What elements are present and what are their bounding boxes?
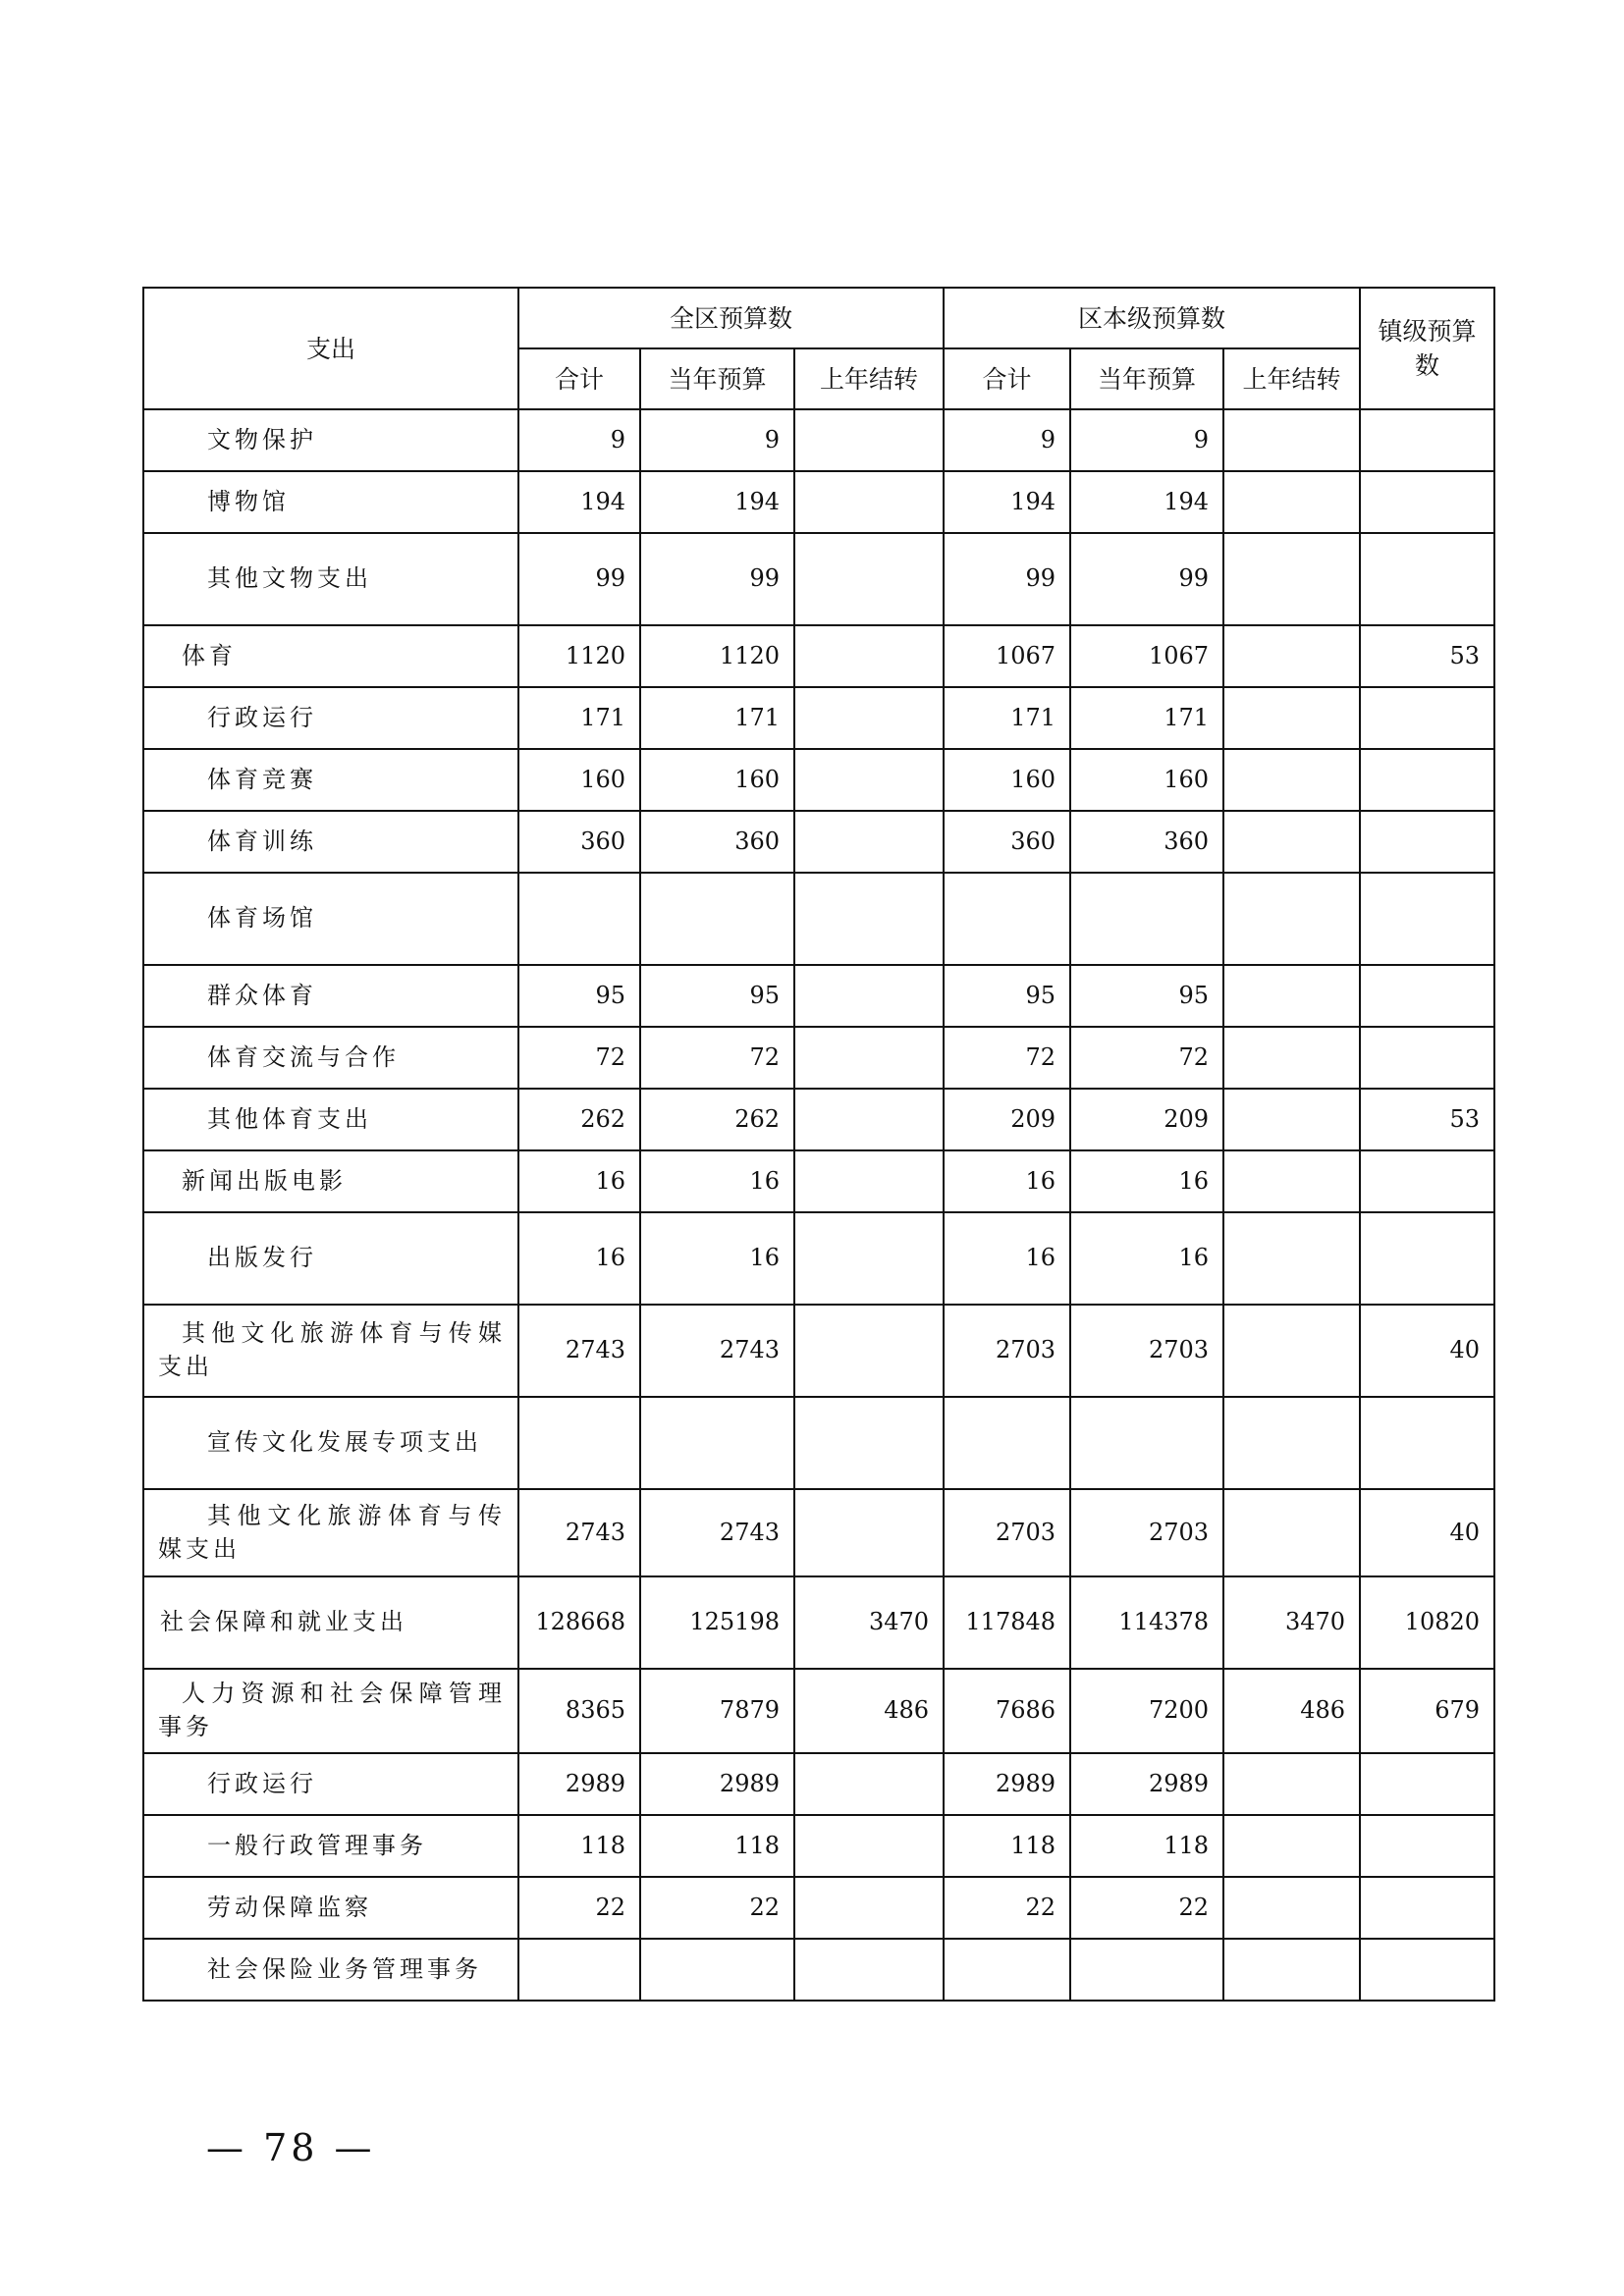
cell-district-carry: 3470 (1223, 1576, 1360, 1669)
cell-town: 679 (1360, 1669, 1494, 1753)
cell-town (1360, 965, 1494, 1027)
cell-district-carry (1223, 471, 1360, 533)
cell-all-carry (794, 687, 944, 749)
cell-town (1360, 1753, 1494, 1815)
cell-all-total (518, 1397, 640, 1489)
cell-town: 10820 (1360, 1576, 1494, 1669)
table-row (143, 625, 1494, 687)
cell-district-total: 2703 (944, 1305, 1070, 1397)
cell-district-carry (1223, 533, 1360, 625)
cell-all-carry (794, 1212, 944, 1305)
cell-all-carry: 3470 (794, 1576, 944, 1669)
subheader-all-current: 当年预算 (640, 348, 794, 409)
cell-all-total (518, 1939, 640, 2001)
cell-all-carry (794, 1939, 944, 2001)
cell-district-current: 194 (1070, 471, 1223, 533)
cell-district-current: 1067 (1070, 625, 1223, 687)
cell-district-total: 95 (944, 965, 1070, 1027)
cell-district-current: 9 (1070, 409, 1223, 471)
header-row-groups (143, 288, 1494, 348)
cell-all-total: 9 (518, 409, 640, 471)
table-row (143, 749, 1494, 811)
cell-district-total: 72 (944, 1027, 1070, 1089)
cell-district-carry (1223, 1815, 1360, 1877)
cell-all-current (640, 873, 794, 965)
table-row (143, 1027, 1494, 1089)
cell-district-carry (1223, 1089, 1360, 1150)
row-label: 博物馆 (143, 471, 518, 533)
cell-all-current (640, 1939, 794, 2001)
cell-town (1360, 1939, 1494, 2001)
cell-all-total: 128668 (518, 1576, 640, 1669)
cell-district-current: 7200 (1070, 1669, 1223, 1753)
cell-district-current: 16 (1070, 1150, 1223, 1212)
table-row (143, 965, 1494, 1027)
cell-town (1360, 1027, 1494, 1089)
cell-district-carry (1223, 873, 1360, 965)
cell-all-current: 360 (640, 811, 794, 873)
cell-district-carry (1223, 1753, 1360, 1815)
cell-district-carry (1223, 1150, 1360, 1212)
cell-district-current: 95 (1070, 965, 1223, 1027)
cell-all-total: 16 (518, 1150, 640, 1212)
cell-district-carry: 486 (1223, 1669, 1360, 1753)
cell-town (1360, 533, 1494, 625)
cell-district-carry (1223, 749, 1360, 811)
cell-town (1360, 687, 1494, 749)
row-label: 行政运行 (143, 687, 518, 749)
cell-all-total: 194 (518, 471, 640, 533)
cell-all-current: 2989 (640, 1753, 794, 1815)
cell-district-current (1070, 1939, 1223, 2001)
cell-district-current: 99 (1070, 533, 1223, 625)
cell-district-current: 118 (1070, 1815, 1223, 1877)
cell-district-total: 1067 (944, 625, 1070, 687)
cell-all-total: 2743 (518, 1489, 640, 1576)
cell-all-total: 72 (518, 1027, 640, 1089)
cell-all-current: 125198 (640, 1576, 794, 1669)
row-label: 人力资源和社会保障管理事务 (143, 1669, 518, 1753)
row-label: 体育竞赛 (143, 749, 518, 811)
table-row (143, 1753, 1494, 1815)
cell-all-total: 118 (518, 1815, 640, 1877)
column-group-district-level: 区本级预算数 (944, 288, 1360, 348)
cell-district-total (944, 873, 1070, 965)
cell-all-carry (794, 1489, 944, 1576)
cell-all-current (640, 1397, 794, 1489)
cell-town (1360, 873, 1494, 965)
row-label: 群众体育 (143, 965, 518, 1027)
cell-all-carry (794, 749, 944, 811)
cell-all-current: 99 (640, 533, 794, 625)
cell-district-total: 171 (944, 687, 1070, 749)
cell-all-total: 2743 (518, 1305, 640, 1397)
cell-town: 40 (1360, 1305, 1494, 1397)
subheader-district-total: 合计 (944, 348, 1070, 409)
cell-all-current: 72 (640, 1027, 794, 1089)
row-label: 社会保险业务管理事务 (143, 1939, 518, 2001)
cell-district-total: 7686 (944, 1669, 1070, 1753)
cell-all-total: 99 (518, 533, 640, 625)
cell-all-current: 95 (640, 965, 794, 1027)
cell-all-current: 22 (640, 1877, 794, 1939)
cell-all-total: 22 (518, 1877, 640, 1939)
cell-all-current: 7879 (640, 1669, 794, 1753)
cell-all-carry (794, 1815, 944, 1877)
cell-district-total: 118 (944, 1815, 1070, 1877)
table-row (143, 1089, 1494, 1150)
cell-all-carry (794, 625, 944, 687)
cell-all-carry (794, 1877, 944, 1939)
cell-district-carry (1223, 1489, 1360, 1576)
cell-all-current: 16 (640, 1150, 794, 1212)
cell-district-carry (1223, 1027, 1360, 1089)
table-row (143, 1877, 1494, 1939)
cell-town (1360, 811, 1494, 873)
cell-town (1360, 1877, 1494, 1939)
row-label: 体育交流与合作 (143, 1027, 518, 1089)
subheader-all-carry: 上年结转 (794, 348, 944, 409)
cell-district-carry (1223, 811, 1360, 873)
row-label: 其他体育支出 (143, 1089, 518, 1150)
cell-district-total: 360 (944, 811, 1070, 873)
cell-all-total: 16 (518, 1212, 640, 1305)
row-label: 出版发行 (143, 1212, 518, 1305)
row-label: 其他文化旅游体育与传媒支出 (143, 1489, 518, 1576)
cell-all-carry (794, 1305, 944, 1397)
row-label: 体育训练 (143, 811, 518, 873)
cell-all-total: 160 (518, 749, 640, 811)
cell-town (1360, 1397, 1494, 1489)
row-label: 宣传文化发展专项支出 (143, 1397, 518, 1489)
cell-all-carry (794, 1150, 944, 1212)
budget-table (142, 287, 1495, 2002)
cell-all-total: 1120 (518, 625, 640, 687)
cell-town (1360, 409, 1494, 471)
cell-town (1360, 1815, 1494, 1877)
row-label: 新闻出版电影 (143, 1150, 518, 1212)
column-header-expense: 支出 (143, 288, 518, 409)
cell-town: 53 (1360, 625, 1494, 687)
cell-district-total (944, 1939, 1070, 2001)
table-row (143, 1212, 1494, 1305)
cell-all-carry (794, 1397, 944, 1489)
cell-all-carry: 486 (794, 1669, 944, 1753)
cell-all-total: 360 (518, 811, 640, 873)
table-row (143, 1576, 1494, 1669)
row-label: 文物保护 (143, 409, 518, 471)
cell-district-total: 194 (944, 471, 1070, 533)
cell-all-total: 2989 (518, 1753, 640, 1815)
table-row (143, 533, 1494, 625)
cell-district-total (944, 1397, 1070, 1489)
cell-district-total: 16 (944, 1150, 1070, 1212)
cell-all-current: 160 (640, 749, 794, 811)
cell-all-current: 262 (640, 1089, 794, 1150)
cell-town (1360, 471, 1494, 533)
row-label: 体育 (143, 625, 518, 687)
cell-district-current: 16 (1070, 1212, 1223, 1305)
table-row (143, 811, 1494, 873)
cell-all-carry (794, 471, 944, 533)
row-label: 社会保障和就业支出 (143, 1576, 518, 1669)
cell-district-carry (1223, 1877, 1360, 1939)
cell-district-total: 99 (944, 533, 1070, 625)
cell-all-carry (794, 1753, 944, 1815)
cell-district-current: 2989 (1070, 1753, 1223, 1815)
table-row (143, 1815, 1494, 1877)
subheader-all-total: 合计 (518, 348, 640, 409)
cell-district-current: 22 (1070, 1877, 1223, 1939)
cell-district-carry (1223, 1397, 1360, 1489)
row-label: 体育场馆 (143, 873, 518, 965)
cell-all-current: 9 (640, 409, 794, 471)
cell-district-carry (1223, 1305, 1360, 1397)
cell-town (1360, 1150, 1494, 1212)
table-row (143, 1150, 1494, 1212)
cell-all-current: 118 (640, 1815, 794, 1877)
table-body (143, 409, 1494, 2001)
row-label: 一般行政管理事务 (143, 1815, 518, 1877)
cell-district-current: 171 (1070, 687, 1223, 749)
cell-all-current: 1120 (640, 625, 794, 687)
row-label: 劳动保障监察 (143, 1877, 518, 1939)
table-row (143, 409, 1494, 471)
row-label: 其他文物支出 (143, 533, 518, 625)
cell-district-current: 114378 (1070, 1576, 1223, 1669)
table-row (143, 1397, 1494, 1489)
cell-district-total: 2703 (944, 1489, 1070, 1576)
cell-town: 53 (1360, 1089, 1494, 1150)
subheader-district-carry: 上年结转 (1223, 348, 1360, 409)
table-row (143, 873, 1494, 965)
table-row (143, 1489, 1494, 1576)
cell-district-current (1070, 873, 1223, 965)
cell-all-current: 194 (640, 471, 794, 533)
page-number: — 78 — (206, 2126, 376, 2169)
cell-all-total: 8365 (518, 1669, 640, 1753)
cell-district-total: 117848 (944, 1576, 1070, 1669)
cell-district-total: 160 (944, 749, 1070, 811)
cell-all-current: 16 (640, 1212, 794, 1305)
cell-district-carry (1223, 1212, 1360, 1305)
cell-district-carry (1223, 687, 1360, 749)
cell-town (1360, 1212, 1494, 1305)
cell-district-current (1070, 1397, 1223, 1489)
cell-all-current: 2743 (640, 1305, 794, 1397)
cell-all-carry (794, 811, 944, 873)
cell-all-carry (794, 1089, 944, 1150)
cell-town: 40 (1360, 1489, 1494, 1576)
cell-district-current: 2703 (1070, 1489, 1223, 1576)
cell-district-carry (1223, 625, 1360, 687)
subheader-district-current: 当年预算 (1070, 348, 1223, 409)
cell-district-total: 2989 (944, 1753, 1070, 1815)
table-row (143, 687, 1494, 749)
column-group-all-district: 全区预算数 (518, 288, 944, 348)
cell-district-current: 360 (1070, 811, 1223, 873)
cell-all-total: 171 (518, 687, 640, 749)
cell-district-total: 22 (944, 1877, 1070, 1939)
cell-all-current: 171 (640, 687, 794, 749)
cell-district-carry (1223, 409, 1360, 471)
table-row (143, 1669, 1494, 1753)
cell-all-carry (794, 533, 944, 625)
cell-district-current: 209 (1070, 1089, 1223, 1150)
cell-district-carry (1223, 1939, 1360, 2001)
cell-district-current: 160 (1070, 749, 1223, 811)
table-row (143, 471, 1494, 533)
cell-district-total: 9 (944, 409, 1070, 471)
cell-all-total: 95 (518, 965, 640, 1027)
cell-all-total (518, 873, 640, 965)
row-label: 行政运行 (143, 1753, 518, 1815)
cell-district-carry (1223, 965, 1360, 1027)
cell-all-carry (794, 1027, 944, 1089)
cell-district-current: 72 (1070, 1027, 1223, 1089)
cell-district-total: 16 (944, 1212, 1070, 1305)
row-label: 其他文化旅游体育与传媒支出 (143, 1305, 518, 1397)
cell-district-total: 209 (944, 1089, 1070, 1150)
cell-all-carry (794, 965, 944, 1027)
cell-all-current: 2743 (640, 1489, 794, 1576)
cell-district-current: 2703 (1070, 1305, 1223, 1397)
cell-town (1360, 749, 1494, 811)
cell-all-carry (794, 409, 944, 471)
table-row (143, 1939, 1494, 2001)
cell-all-carry (794, 873, 944, 965)
table-row (143, 1305, 1494, 1397)
cell-all-total: 262 (518, 1089, 640, 1150)
column-header-town: 镇级预算数 (1360, 288, 1494, 409)
